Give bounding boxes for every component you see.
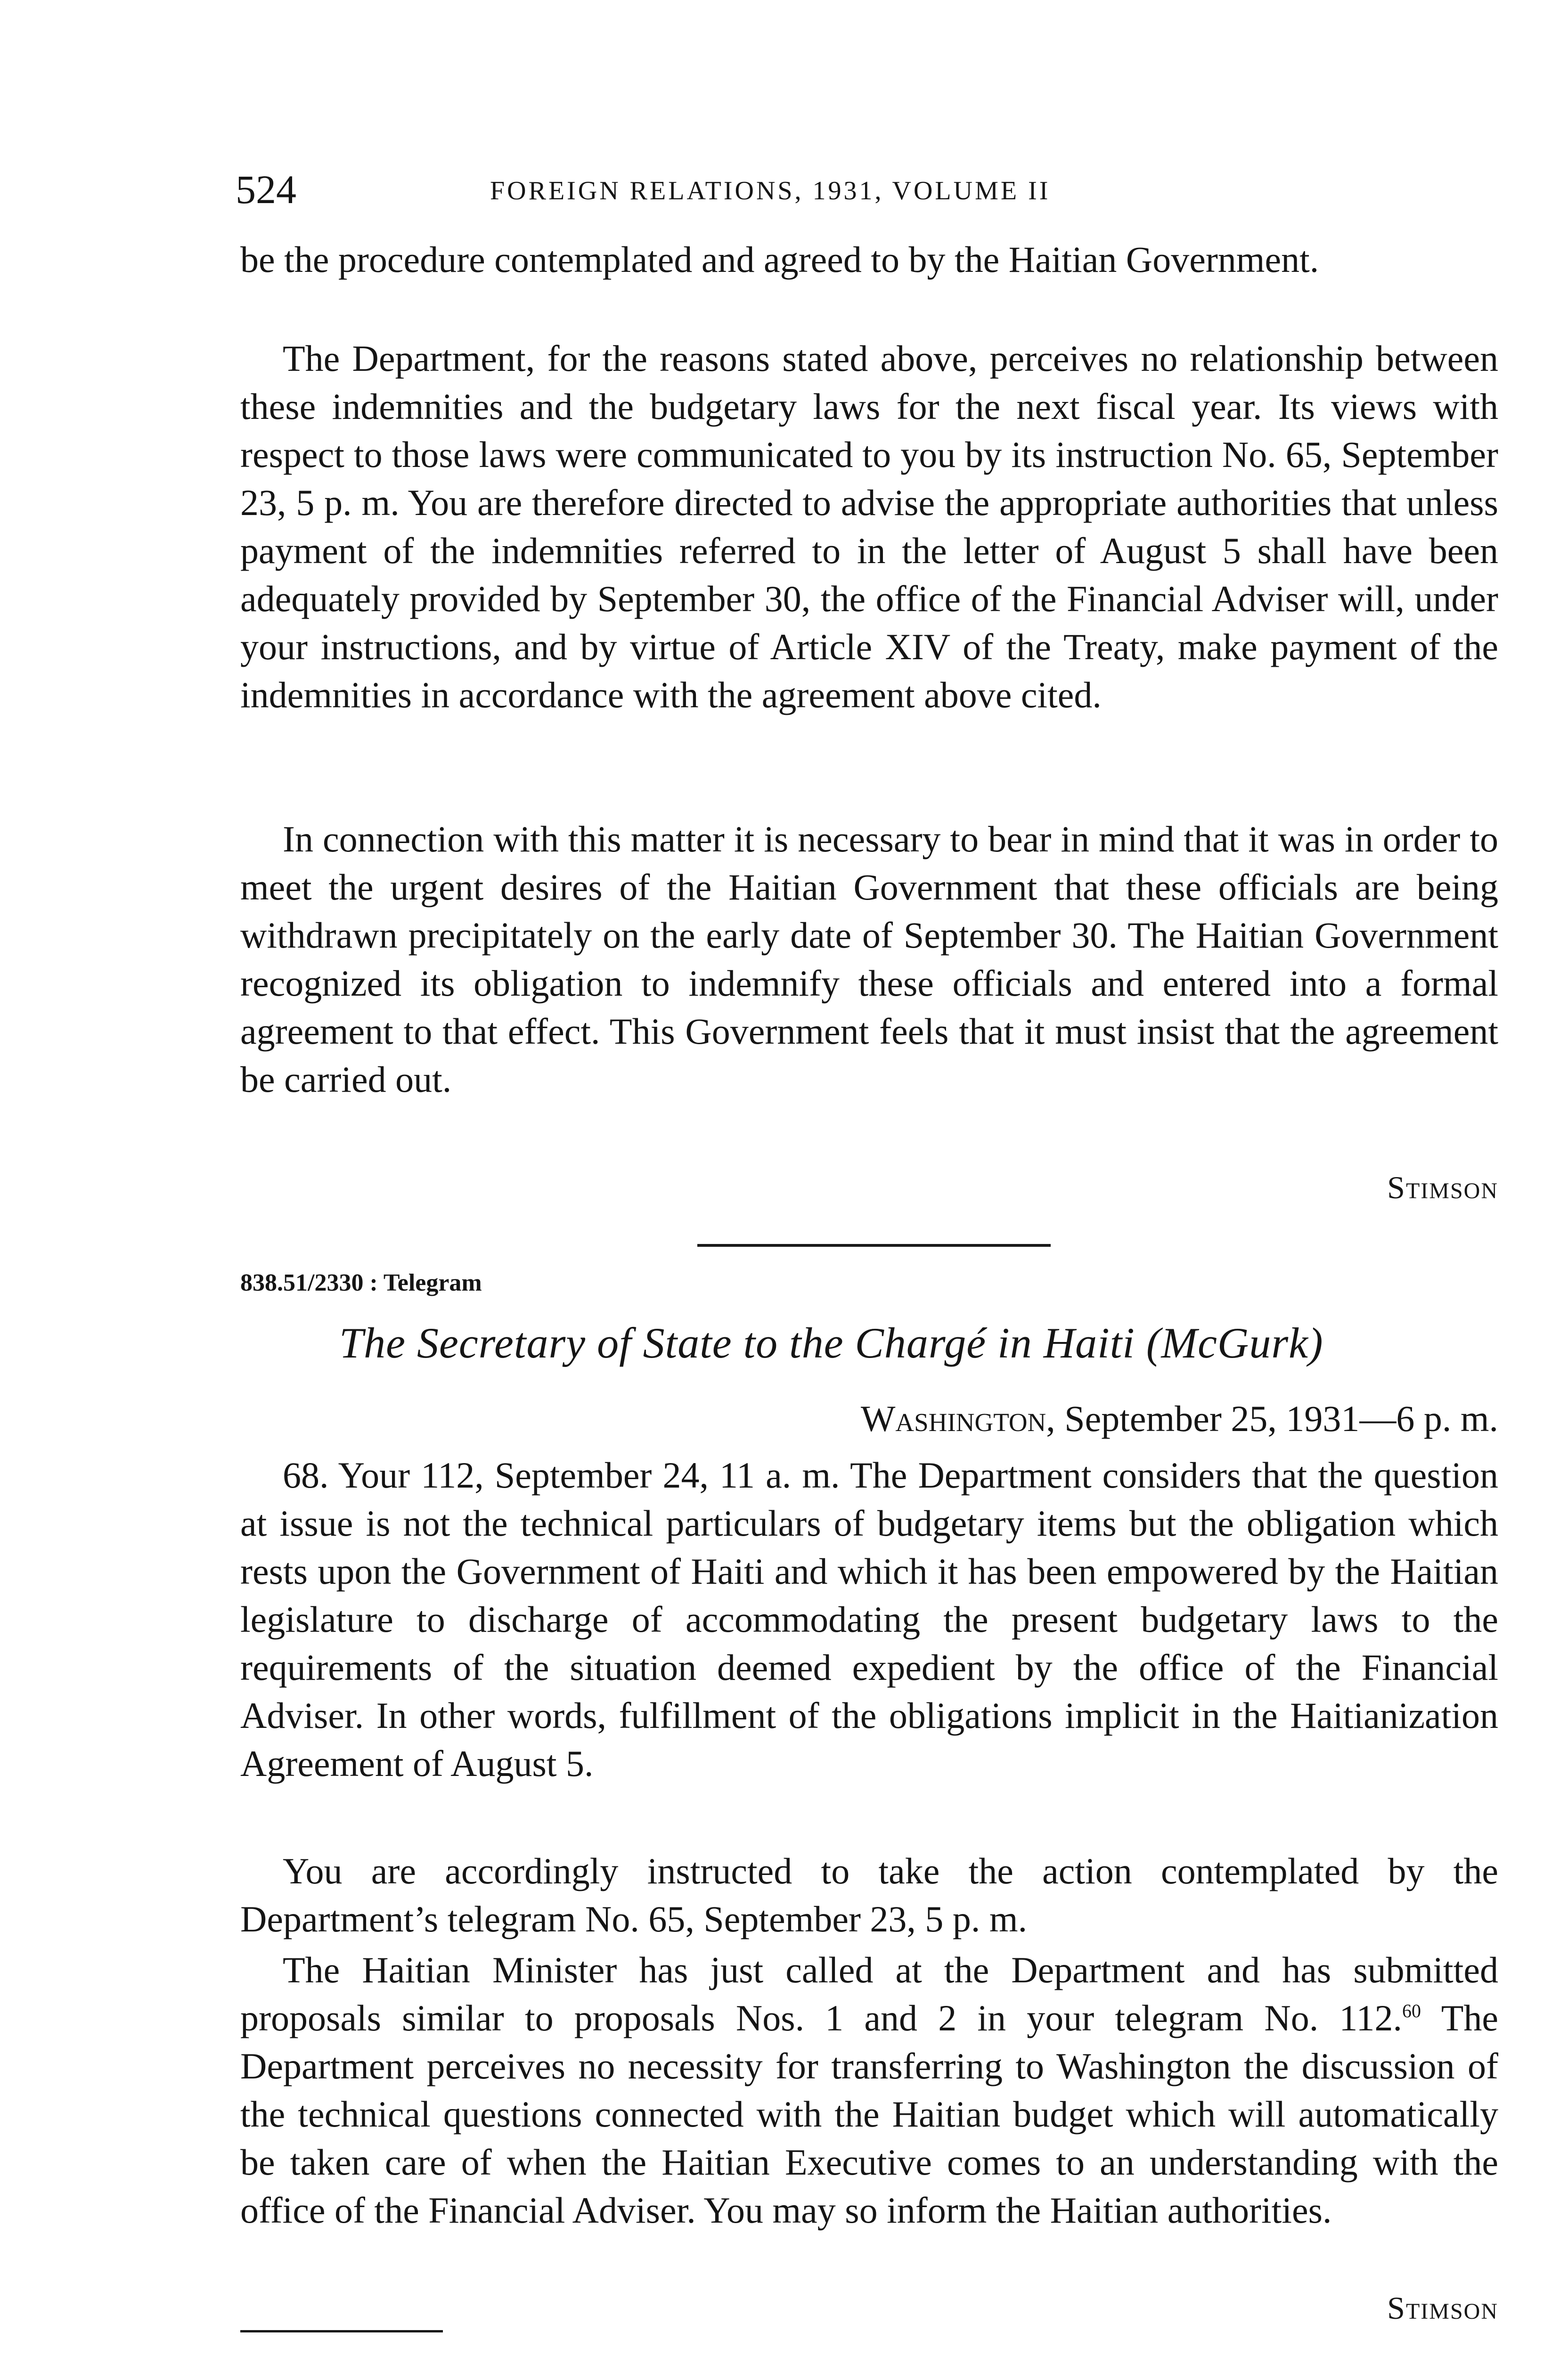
dateline (697, 1395, 1498, 1443)
section-divider (697, 1244, 1051, 1247)
signature: Stimson (1387, 1170, 1498, 1205)
footnote-divider (240, 2330, 443, 2332)
document-title: The Secretary of State to the Chargé in Haiti (McGurk) (339, 1319, 1323, 1367)
continued-paragraph: be the procedure contemplated and agreed to by the Haitian Government. (240, 239, 1319, 280)
dateline-date: , September 25, 1931—6 p. m. (1046, 1398, 1498, 1439)
body-paragraph: The Department, for the reasons stated above, perceives no relationship between these indemnities and the budgetary laws for the next fiscal year. Its views with respect to those laws were communicated to you by its instruction No. 65, September 23, 5 p. m. You are therefore directed to advise the appropriate authorities that unless payment of the indemnities referred to in the letter of August 5 shall have been adequately provided by September 30, the office of the Financial Adviser will, under your instructions, and by virtue of Article XIV of the Treaty, make payment of the indemnities in accordance with the agreement above cited. (240, 338, 1498, 715)
body-paragraph: The Haitian Minister has just called at the Department and has submitted proposals similar to proposals Nos. 1 and 2 in your telegram No. 112.60 The Department perceives no necessity for transferring to Washington the discussion of the technical questions connected with the Haitian budget which will automatically be taken care of when the Haitian Executive comes to an understanding with the office of the Financial Adviser. You may so inform the Haitian authorities. (240, 1949, 1499, 2231)
body-paragraph: 68. Your 112, September 24, 11 a. m. The Department considers that the question at issue is not the technical particulars of budgetary items but the obligation which rests upon the Government of Haiti and which it has been empowered by the Haitian legislature to discharge of accommodating the present budgetary laws to the requirements of the situation deemed expedient by the office of the Financial Adviser. In other words, fulfillment of the obligations implicit in the Haitianization Agreement of August 5. (240, 1455, 1498, 1784)
body-paragraph: You are accordingly instructed to take the action contemplated by the Department’s telegram No. 65, September 23, 5 p. m. (240, 1850, 1498, 1939)
page-header (236, 166, 1498, 218)
signature: Stimson (1387, 2290, 1498, 2326)
page-number: 524 (236, 167, 296, 212)
footnote-reference[interactable]: 60 (1402, 2000, 1421, 2021)
dateline-place: Washington (860, 1398, 1046, 1439)
body-paragraph: In connection with this matter it is necessary to bear in mind that it was in order to meet the urgent desires of the Haitian Government that these officials are being withdrawn precipitately on the early date of September 30. The Haitian Government recognized its obligation to indemnify these officials and entered into a formal agreement to that effect. This Government feels that it must insist that the agreement be carried out. (240, 818, 1498, 1100)
running-head: FOREIGN RELATIONS, 1931, VOLUME II (490, 176, 1051, 205)
file-number: 838.51/2330 : Telegram (240, 1269, 482, 1296)
